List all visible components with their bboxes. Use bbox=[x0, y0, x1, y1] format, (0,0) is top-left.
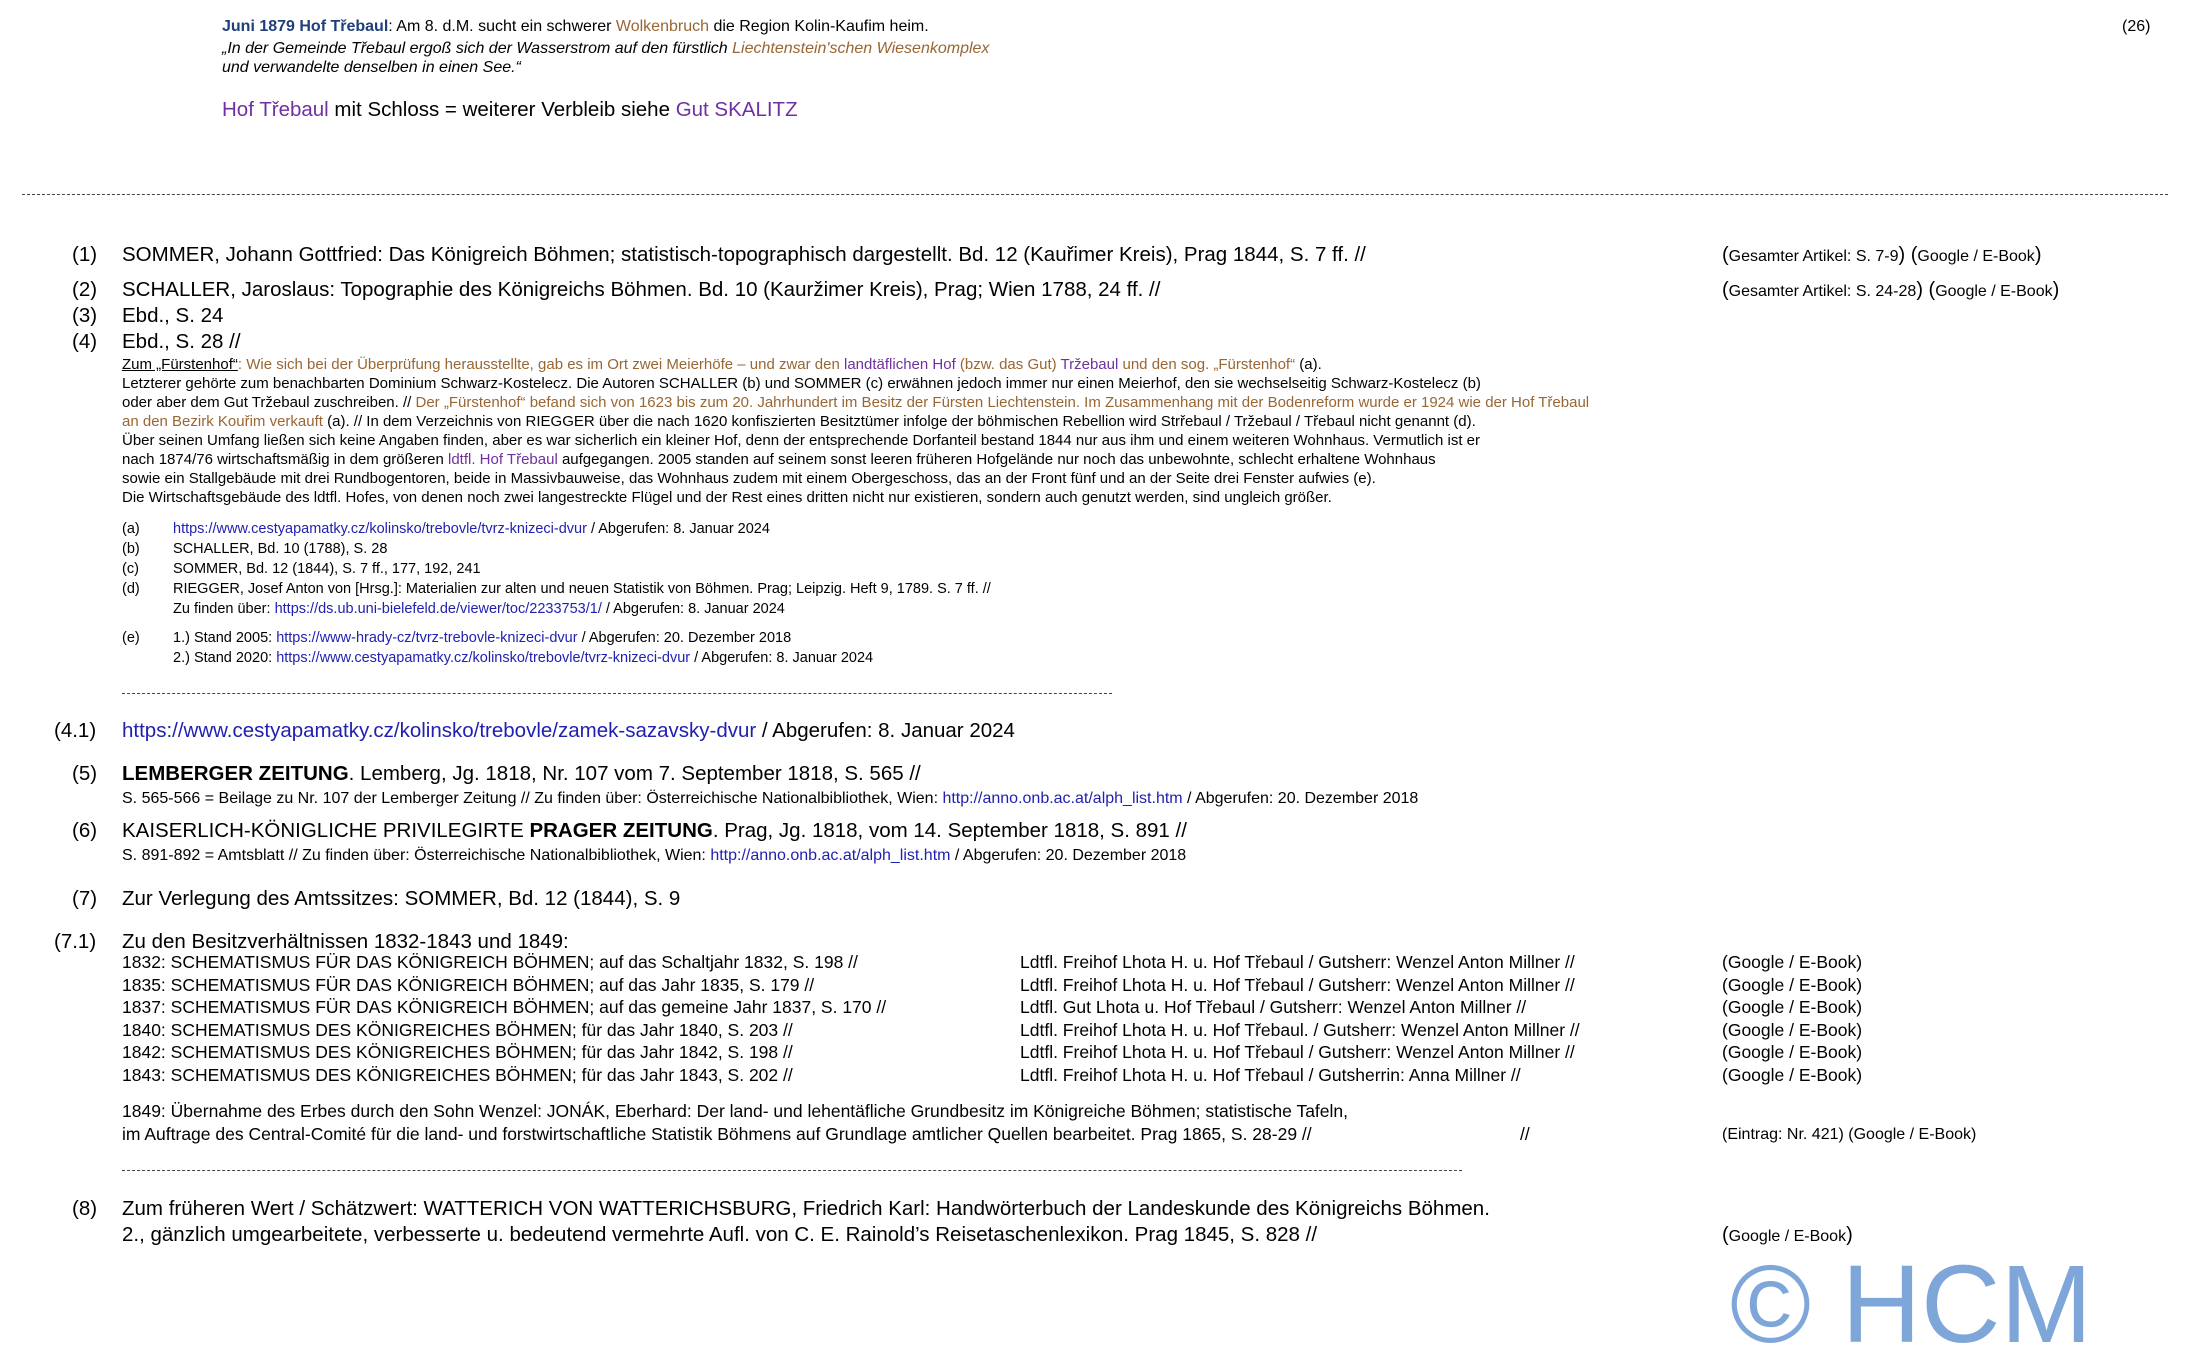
quote-line-2: und verwandelte denselben in einen See.“ bbox=[222, 59, 521, 76]
para-label: Zum „Fürstenhof“ bbox=[122, 356, 238, 373]
footnote-label: (a) bbox=[122, 521, 140, 537]
ref-7-text: Zur Verlegung des Amtssitzes: SOMMER, Bd. 12 (1844), S. 9 bbox=[122, 887, 681, 910]
separator bbox=[22, 194, 2168, 195]
schem-entry: Ldtfl. Freihof Lhota H. u. Hof Třebaul. / Gutsherr: Wenzel Anton Millner // bbox=[1020, 1019, 1580, 1040]
ref-1849-line-1: 1849: Übernahme des Erbes durch den Sohn Wenzel: JONÁK, Eberhard: Der land- und lehentäfliche Grundbesitz im Königreiche Böhmen; statistische Tafeln, bbox=[122, 1101, 1349, 1121]
ref-text: . Prag, Jg. 1818, vom 14. September 1818, S. 891 // bbox=[712, 819, 1187, 842]
para-line-6 bbox=[122, 450, 1436, 469]
quote-line-1 bbox=[222, 39, 989, 58]
footnote-d-source bbox=[173, 600, 785, 619]
footnote-text: / Abgerufen: 20. Dezember 2018 bbox=[577, 630, 792, 646]
footnote-text: / Abgerufen: 8. Januar 2024 bbox=[690, 650, 874, 666]
ref-5-text bbox=[122, 761, 921, 787]
footnote-text: / Abgerufen: 8. Januar 2024 bbox=[586, 521, 770, 537]
footnote-text: 1.) Stand 2005: bbox=[173, 630, 277, 646]
quote-text: „In der Gemeinde Třebaul ergoß sich der Wasserstrom auf den fürstlich bbox=[222, 40, 733, 57]
para-text: nach 1874/76 wirtschaftsmäßig in dem größeren bbox=[122, 451, 448, 468]
footnote-d-link[interactable]: https://ds.ub.uni-bielefeld.de/viewer/toc/2233753/1/ bbox=[274, 601, 602, 617]
schem-source: 1832: SCHEMATISMUS FÜR DAS KÖNIGREICH BÖHMEN; auf das Schaltjahr 1832, S. 198 // bbox=[122, 952, 858, 972]
hof-text: mit Schloss = weiterer Verbleib siehe bbox=[328, 98, 676, 121]
schem-entry: Ldtfl. Freihof Lhota H. u. Hof Třebaul / Gutsherr: Wenzel Anton Millner // bbox=[1020, 952, 1575, 972]
newspaper-title: LEMBERGER ZEITUNG bbox=[122, 762, 349, 785]
newspaper-title: PRAGER ZEITUNG bbox=[529, 819, 713, 842]
footnote-b: SCHALLER, Bd. 10 (1788), S. 28 bbox=[173, 541, 388, 557]
para-line-4 bbox=[122, 412, 1476, 431]
para-line-2: Letzterer gehörte zum benachbarten Dominium Schwarz-Kostelecz. Die Autoren SCHALLER (b) und SOMMER (c) erwähnen jedoch immer nur einen Meierhof, den sie wechselseitig Schwarz-Kostelecz (b) bbox=[122, 375, 1481, 392]
ref-8-line-1: Zum früheren Wert / Schätzwert: WATTERICH VON WATTERICHSBURG, Friedrich Karl: Handwörterbuch der Landeskunde des Königreichs Böhmen. bbox=[122, 1197, 1490, 1220]
hof-line bbox=[222, 97, 798, 123]
note-source: Google / E-Book bbox=[1917, 248, 2035, 265]
para-text: (a). bbox=[1295, 356, 1322, 373]
ref-1849-line-2: im Auftrage des Central-Comité für die land- und forstwirtschaftliche Statistik Böhmens auf Grundlage amtlicher Quellen bearbeitet. Prag 1865, S. 28-29 // bbox=[122, 1124, 1312, 1144]
ref-5-sub bbox=[122, 789, 1418, 808]
ref-text: . Lemberg, Jg. 1818, Nr. 107 vom 7. September 1818, S. 565 // bbox=[348, 762, 921, 785]
header-text-end: die Region Kolin-Kaufim heim. bbox=[709, 18, 929, 35]
separator bbox=[122, 1170, 1462, 1171]
ref-1849-slashes: // bbox=[1520, 1124, 1530, 1144]
para-highlight: Der „Fürstenhof“ befand sich von 1623 bis zum 20. Jahrhundert im Besitz der Fürsten Liechtenstein. Im Zusammenhang mit der Bodenreform wurde er 1924 wie der Hof Třebaul bbox=[415, 394, 1590, 411]
footnote-a-link[interactable]: https://www.cestyapamatky.cz/kolinsko/trebovle/tvrz-knizeci-dvur bbox=[173, 521, 587, 537]
ref-1-note: (Gesamter Artikel: S. 7-9) (Google / E-Book) bbox=[1722, 244, 2042, 266]
footnote-e-1 bbox=[173, 629, 791, 648]
para-text: (a). // In dem Verzeichnis von RIEGGER über die nach 1620 konfiszierten Besitztümer infolge der böhmischen Rebellion wird Strřebaul / Tržebaul / Třebaul nicht genannt (d). bbox=[322, 413, 1476, 430]
schem-source: 1843: SCHEMATISMUS DES KÖNIGREICHES BÖHMEN; für das Jahr 1843, S. 202 // bbox=[122, 1064, 793, 1085]
header-line-1 bbox=[222, 17, 929, 36]
footnote-a bbox=[173, 520, 770, 539]
hof-target: Gut SKALITZ bbox=[675, 98, 798, 121]
schem-source: 1840: SCHEMATISMUS DES KÖNIGREICHES BÖHMEN; für das Jahr 1840, S. 203 // bbox=[122, 1019, 793, 1040]
para-line-5: Über seinen Umfang ließen sich keine Angaben finden, aber es war sicherlich ein kleiner Hof, denn der entsprechende Dorfanteil bestand 1844 nur aus ihm und einem weiteren Wohnhaus. Vermutlich ist er bbox=[122, 432, 1481, 449]
ref-number: (7) bbox=[72, 887, 98, 910]
footnote-label: (b) bbox=[122, 541, 140, 557]
ref-4-text: Ebd., S. 28 // bbox=[122, 330, 241, 353]
ref-8-note: (Google / E-Book) bbox=[1722, 1224, 1853, 1246]
ref-number: (8) bbox=[72, 1197, 98, 1220]
ref-number: (2) bbox=[72, 278, 98, 301]
ref-4-1-link[interactable]: https://www.cestyapamatky.cz/kolinsko/trebovle/zamek-sazavsky-dvur bbox=[122, 719, 757, 742]
para-highlight: an den Bezirk Kouřim verkauft bbox=[122, 413, 323, 430]
ref-1849-note: (Eintrag: Nr. 421) (Google / E-Book) bbox=[1722, 1126, 1977, 1143]
ref-number: (3) bbox=[72, 304, 98, 327]
ref-text: KAISERLICH-KÖNIGLICHE PRIVILEGIRTE bbox=[122, 819, 530, 842]
ref-8-line-2: 2., gänzlich umgearbeitete, verbesserte u. bedeutend vermehrte Aufl. von C. E. Rainold’s Reisetaschenlexikon. Prag 1845, S. 828 // bbox=[122, 1223, 1318, 1246]
para-highlight: landtäflichen Hof bbox=[844, 356, 956, 373]
schem-source: 1835: SCHEMATISMUS FÜR DAS KÖNIGREICH BÖHMEN; auf das Jahr 1835, S. 179 // bbox=[122, 974, 815, 995]
header-date-place: Juni 1879 Hof Třebaul bbox=[222, 18, 389, 35]
header-text: : Am 8. d.M. sucht ein schwerer bbox=[388, 18, 616, 35]
footnote-e1-link[interactable]: https://www-hrady-cz/tvrz-trebovle-knizeci-dvur bbox=[276, 630, 578, 646]
para-line-7: sowie ein Stallgebäude mit drei Rundbogentoren, beide in Massivbauweise, das Wohnhaus zudem mit einem Obergeschoss, das an der Front fünf und an der Seite drei Fenster aufwies (e). bbox=[122, 470, 1376, 487]
ref-number: (7.1) bbox=[54, 930, 97, 953]
footnote-d: RIEGGER, Josef Anton von [Hrsg.]: Materialien zur alten und neuen Statistik von Böhmen. Prag; Leipzig. Heft 9, 1789. S. 7 ff. // bbox=[173, 581, 991, 597]
page-number: (26) bbox=[2122, 18, 2151, 35]
schem-source: 1842: SCHEMATISMUS DES KÖNIGREICHES BÖHMEN; für das Jahr 1842, S. 198 // bbox=[122, 1042, 793, 1062]
para-text: : Wie sich bei der Überprüfung herausstellte, gab es im Ort zwei Meierhöfe – und zwar den bbox=[237, 356, 844, 373]
para-line-1 bbox=[122, 355, 1322, 374]
para-text: aufgegangen. 2005 standen auf seinem sonst leeren früheren Hofgelände nur noch das unbewohnte, schlecht erhaltene Wohnhaus bbox=[557, 451, 1436, 468]
note-source: Google / E-Book bbox=[1728, 1228, 1847, 1245]
schem-entry: Ldtfl. Gut Lhota u. Hof Třebaul / Gutsherr: Wenzel Anton Millner // bbox=[1020, 997, 1527, 1017]
ref-7-1-text: Zu den Besitzverhältnissen 1832-1843 und 1849: bbox=[122, 930, 569, 953]
schem-entry: Ldtfl. Freihof Lhota H. u. Hof Třebaul / Gutsherr: Wenzel Anton Millner // bbox=[1020, 974, 1575, 995]
para-text: (bzw. das Gut) bbox=[955, 356, 1061, 373]
schem-link-note: (Google / E-Book) bbox=[1722, 952, 1863, 972]
quote-highlight: Liechtenstein'schen Wiesenkomplex bbox=[732, 40, 990, 57]
ref-2-note: (Gesamter Artikel: S. 24-28) (Google / E-Book) bbox=[1722, 279, 2060, 301]
schem-link-note: (Google / E-Book) bbox=[1722, 1019, 1863, 1040]
ref-text: / Abgerufen: 20. Dezember 2018 bbox=[1182, 790, 1419, 807]
ref-4-1 bbox=[122, 718, 1015, 744]
footnote-text: 2.) Stand 2020: bbox=[173, 650, 277, 666]
ref-number: (5) bbox=[72, 762, 98, 785]
footnote-label: (c) bbox=[122, 561, 139, 577]
ref-text: / Abgerufen: 8. Januar 2024 bbox=[756, 719, 1015, 742]
ref-5-link[interactable]: http://anno.onb.ac.at/alph_list.htm bbox=[942, 790, 1183, 807]
para-highlight: Tržebaul bbox=[1060, 356, 1119, 373]
footnote-e2-link[interactable]: https://www.cestyapamatky.cz/kolinsko/trebovle/tvrz-knizeci-dvur bbox=[276, 650, 691, 666]
para-text: oder aber dem Gut Tržebaul zuschreiben. // bbox=[122, 394, 416, 411]
ref-number: (4.1) bbox=[54, 719, 97, 742]
schem-entry: Ldtfl. Freihof Lhota H. u. Hof Třebaul / Gutsherrin: Anna Millner // bbox=[1020, 1064, 1521, 1085]
footnote-text: Zu finden über: bbox=[173, 601, 275, 617]
footnote-c: SOMMER, Bd. 12 (1844), S. 7 ff., 177, 192, 241 bbox=[173, 561, 481, 577]
schem-link-note: (Google / E-Book) bbox=[1722, 974, 1863, 995]
ref-text: / Abgerufen: 20. Dezember 2018 bbox=[950, 847, 1187, 864]
footnote-e-2 bbox=[173, 649, 873, 668]
header-highlight: Wolkenbruch bbox=[615, 18, 709, 35]
ref-number: (6) bbox=[72, 819, 98, 842]
ref-text: S. 565-566 = Beilage zu Nr. 107 der Lemberger Zeitung // Zu finden über: Österreichische Nationalbibliothek, Wien: bbox=[122, 790, 943, 807]
ref-number: (4) bbox=[72, 330, 98, 353]
note-text: Gesamter Artikel: S. 24-28 bbox=[1728, 283, 1917, 300]
footnote-text: / Abgerufen: 8. Januar 2024 bbox=[601, 601, 785, 617]
ref-2-text: SCHALLER, Jaroslaus: Topographie des Königreichs Böhmen. Bd. 10 (Kauržimer Kreis), Prag; Wien 1788, 24 ff. // bbox=[122, 278, 1161, 301]
ref-3-text: Ebd., S. 24 bbox=[122, 304, 224, 327]
para-line-3 bbox=[122, 393, 1589, 412]
ref-text: S. 891-892 = Amtsblatt // Zu finden über: Österreichische Nationalbibliothek, Wien: bbox=[122, 847, 711, 864]
para-line-8: Die Wirtschaftsgebäude des ldtfl. Hofes, von denen noch zwei langestreckte Flügel und der Rest eines dritten nicht nur existieren, sondern auch genutzt werden, sind ungleich größer. bbox=[122, 489, 1332, 506]
schem-source: 1837: SCHEMATISMUS FÜR DAS KÖNIGREICH BÖHMEN; auf das gemeine Jahr 1837, S. 170 // bbox=[122, 997, 887, 1017]
note-text: Gesamter Artikel: S. 7-9 bbox=[1728, 248, 1899, 265]
schem-link-note: (Google / E-Book) bbox=[1722, 1042, 1863, 1062]
para-text: und den sog. „Fürstenhof“ bbox=[1118, 356, 1296, 373]
para-highlight: ldtfl. Hof Třebaul bbox=[448, 451, 558, 468]
ref-number: (1) bbox=[72, 243, 98, 266]
ref-6-sub bbox=[122, 846, 1186, 865]
schem-link-note: (Google / E-Book) bbox=[1722, 1064, 1863, 1085]
footnote-label: (e) bbox=[122, 630, 140, 646]
ref-6-link[interactable]: http://anno.onb.ac.at/alph_list.htm bbox=[710, 847, 951, 864]
separator bbox=[122, 693, 1112, 694]
copyright-watermark: © HCM bbox=[1730, 1243, 2093, 1366]
footnote-label: (d) bbox=[122, 581, 140, 597]
schem-link-note: (Google / E-Book) bbox=[1722, 997, 1863, 1017]
schem-entry: Ldtfl. Freihof Lhota H. u. Hof Třebaul / Gutsherr: Wenzel Anton Millner // bbox=[1020, 1042, 1575, 1062]
hof-name: Hof Třebaul bbox=[222, 98, 329, 121]
ref-1-text: SOMMER, Johann Gottfried: Das Königreich Böhmen; statistisch-topographisch dargestellt. Bd. 12 (Kauřimer Kreis), Prag 1844, S. 7 ff. // bbox=[122, 243, 1366, 266]
note-source: Google / E-Book bbox=[1935, 283, 2053, 300]
ref-6-text bbox=[122, 818, 1187, 844]
